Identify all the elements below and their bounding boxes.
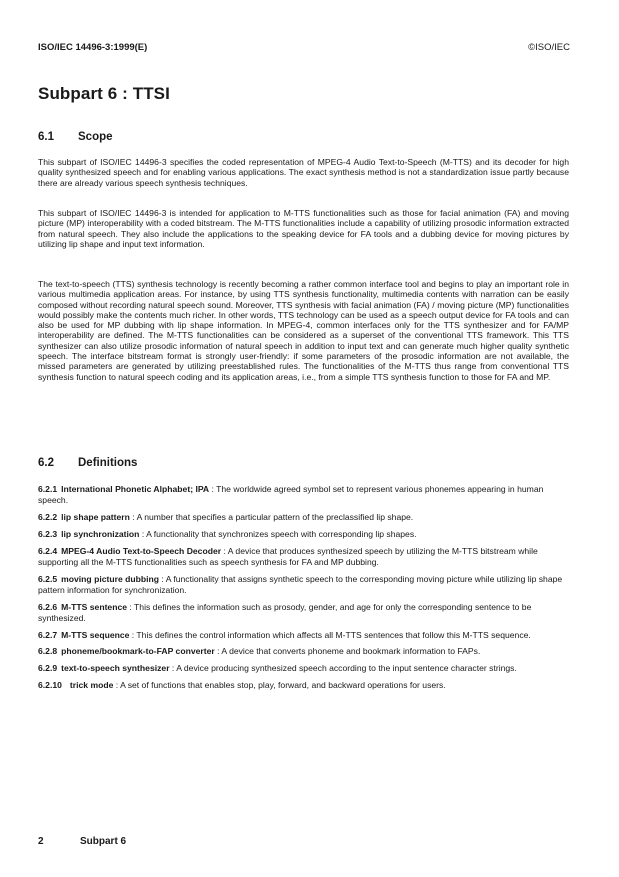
- definition-term: phoneme/bookmark-to-FAP converter: [61, 646, 215, 657]
- definition-number: 6.2.2: [38, 512, 58, 522]
- section-heading-definitions: [38, 457, 137, 469]
- definition-number: 6.2.8: [38, 646, 58, 657]
- definition-term: text-to-speech synthesizer: [61, 663, 170, 674]
- definition-item: [38, 602, 569, 624]
- definition-item: [38, 663, 569, 674]
- definition-number: 6.2.4: [38, 545, 58, 556]
- definition-text: : This defines the information such as prosody, gender, and age for only the corresponding sentence to be synthesized.: [38, 601, 532, 623]
- section-heading-scope: [38, 131, 113, 143]
- definition-item: [38, 512, 569, 523]
- definition-item: [38, 630, 569, 641]
- definition-term: moving picture dubbing: [61, 573, 159, 584]
- definition-item: [38, 546, 569, 568]
- definition-item: [38, 680, 569, 691]
- header-standard-id: ISO/IEC 14496-3:1999(E): [38, 42, 148, 53]
- definition-term: trick mode: [69, 679, 114, 690]
- definition-number: 6.2.5: [38, 573, 58, 584]
- section-number: 6.2: [38, 457, 54, 469]
- page-number: 2: [38, 836, 44, 847]
- definition-item: [38, 646, 569, 657]
- definition-text: : A number that specifies a particular pattern of the preclassified lip shape.: [129, 512, 414, 522]
- section-title: Definitions: [78, 457, 138, 469]
- definition-text: : The worldwide agreed symbol set to represent various phonemes appearing in human speech.: [38, 484, 544, 506]
- definition-number: 6.2.9: [38, 663, 58, 674]
- definition-item: [38, 574, 569, 596]
- definition-term: MPEG-4 Audio Text-to-Speech Decoder: [61, 545, 222, 556]
- scope-paragraph-3: The text-to-speech (TTS) synthesis technology is recently becoming a rather common interface tool and begins to play an important role in various multimedia application areas. For instance, by using TTS synthesis functionality, multimedia contents with narration can be easily composed without recording natural speech sound. Moreover, TTS synthesis with facial animation (FA) / moving picture (MP) functionalities would possibly make the contents much richer. In other words, TTS technology can be used as a speech output device for FA tools and can also be used for MP dubbing with lip shape information. In MPEG-4, common interfaces only for the TTS synthesizer and for FA/MP interoperability are defined. The M-TTS functionalities can be considered as a superset of the conventional TTS framework. This TTS synthesizer can also utilize prosodic information of natural speech in addition to input text and can generate much higher quality synthetic speech. The interface bitstream format is strongly user-friendly: if some parameters of the prosodic information are not available, the missed parameters are generated by utilizing preestablished rules. The functionalities of the M-TTS thus range from conventional TTS synthesis function to natural speech coding and its application areas, i.e., from a simple TTS synthesis function to those for FA and MP.: [38, 279, 569, 382]
- section-title: Scope: [78, 131, 113, 143]
- scope-paragraph-2: This subpart of ISO/IEC 14496-3 is intended for application to M-TTS functionalities such as those for facial animation (FA) and moving picture (MP) interoperability with a coded bitstream. The M-TTS functionalities include a capability of utilizing prosodic information extracted from natural speech. They also include the applications to the speaking device for FA tools and a dubbing device for moving pictures by utilizing lip shape and input text information.: [38, 208, 569, 249]
- section-number: 6.1: [38, 131, 54, 143]
- definition-term: M-TTS sequence: [61, 629, 130, 640]
- definition-text: : A set of functions that enables stop, play, forward, and backward operations for users.: [113, 679, 446, 690]
- definition-text: : A device that converts phoneme and bookmark information to FAPs.: [214, 646, 481, 657]
- definition-text: : A device that produces synthesized speech by utilizing the M-TTS bitstream while supporting all the M-TTS functionalities such as speech synthesis for FA and MP dubbing.: [38, 545, 538, 567]
- definition-term: lip shape pattern: [61, 512, 130, 522]
- definition-text: : A functionality that assigns synthetic speech to the corresponding moving picture while utilizing lip shape pattern information for synchronization.: [38, 573, 563, 595]
- definition-term: lip synchronization: [61, 528, 140, 539]
- definition-item: [38, 484, 569, 506]
- definition-text: : A device producing synthesized speech according to the input sentence character strings.: [169, 663, 517, 674]
- definition-number: 6.2.1: [38, 484, 58, 494]
- definition-number: 6.2.3: [38, 528, 58, 539]
- definition-number: 6.2.10: [38, 679, 62, 690]
- definition-item: [38, 529, 569, 540]
- definition-term: International Phonetic Alphabet; IPA: [61, 484, 210, 494]
- page-footer: [38, 836, 126, 847]
- footer-label: Subpart 6: [80, 836, 127, 847]
- definition-text: : This defines the control information which affects all M-TTS sentences that follow this M-TTS sequence.: [129, 629, 531, 640]
- definition-text: : A functionality that synchronizes speech with corresponding lip shapes.: [139, 528, 417, 539]
- definitions-list: [38, 484, 569, 697]
- definition-number: 6.2.6: [38, 601, 58, 612]
- header-copyright: ©ISO/IEC: [528, 42, 570, 53]
- page-title: Subpart 6 : TTSI: [38, 84, 170, 103]
- definition-term: M-TTS sentence: [61, 601, 128, 612]
- scope-paragraph-1: This subpart of ISO/IEC 14496-3 specifies the coded representation of MPEG-4 Audio Text-to-Speech (M-TTS) and its decoder for high quality synthesized speech and for enabling various applications. The exact synthesis method is not a standardization issue partly because there are already various speech synthesis techniques.: [38, 157, 569, 188]
- definition-number: 6.2.7: [38, 629, 58, 640]
